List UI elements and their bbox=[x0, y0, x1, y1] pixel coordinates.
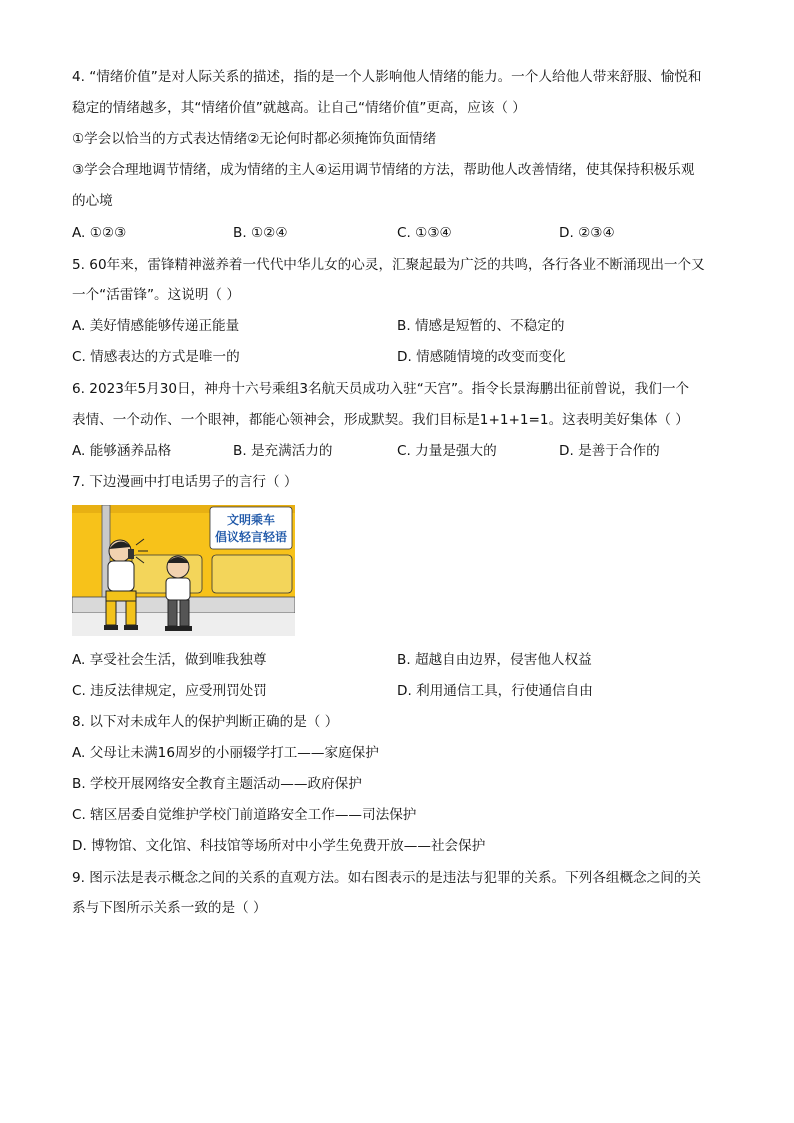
q7-option-b: B. 超越自由边界，侵害他人权益 bbox=[397, 652, 592, 668]
q5-option-a: A. 美好情感能够传递正能量 bbox=[72, 318, 240, 334]
q6-option-b: B. 是充满活力的 bbox=[233, 443, 333, 459]
q8-option-d: D. 博物馆、文化馆、科技馆等场所对中小学生免费开放——社会保护 bbox=[72, 838, 486, 854]
q5-stem-line1: 5. 60年来，雷锋精神滋养着一代代中华儿女的心灵，汇聚起最为广泛的共鸣，各行各业不断涌现出一个又 bbox=[72, 257, 705, 273]
q4-statement-cont: 的心境 bbox=[72, 193, 113, 209]
q7-option-d: D. 利用通信工具，行使通信自由 bbox=[397, 683, 593, 699]
q9-stem-line2: 系与下图所示关系一致的是（ ） bbox=[72, 900, 267, 916]
q5-option-d: D. 情感随情境的改变而变化 bbox=[397, 349, 566, 365]
subway-cartoon-image bbox=[72, 505, 295, 636]
cartoon-title-2: 倡议轻言轻语 bbox=[214, 530, 288, 544]
q7-stem: 7. 下边漫画中打电话男子的言行（ ） bbox=[72, 474, 298, 490]
q4-option-c: C. ①③④ bbox=[397, 225, 452, 241]
q6-option-a: A. 能够涵养品格 bbox=[72, 443, 172, 459]
q5-stem-line2: 一个“活雷锋”。这说明（ ） bbox=[72, 287, 240, 303]
q7-option-c: C. 违反法律规定，应受刑罚处罚 bbox=[72, 683, 267, 699]
q4-option-b: B. ①②④ bbox=[233, 225, 288, 241]
grab-pole bbox=[102, 505, 110, 605]
q4-option-d: D. ②③④ bbox=[559, 225, 615, 241]
q9-stem-line1: 9. 图示法是表示概念之间的关系的直观方法。如右图表示的是违法与犯罪的关系。下列各组概念之间的关 bbox=[72, 870, 702, 886]
cartoon-title-1: 文明乘车 bbox=[226, 513, 276, 527]
q5-option-b: B. 情感是短暂的、不稳定的 bbox=[397, 318, 565, 334]
q6-stem-line1: 6. 2023年5月30日，神舟十六号乘组3名航天员成功入驻“天宫”。指令长景海鹏出征前曾说，我们一个 bbox=[72, 381, 690, 397]
q4-option-a: A. ①②③ bbox=[72, 225, 127, 241]
q8-option-b: B. 学校开展网络安全教育主题活动——政府保护 bbox=[72, 776, 362, 792]
q6-option-d: D. 是善于合作的 bbox=[559, 443, 660, 459]
q5-option-c: C. 情感表达的方式是唯一的 bbox=[72, 349, 240, 365]
q8-option-a: A. 父母让未满16周岁的小丽辍学打工——家庭保护 bbox=[72, 745, 379, 761]
q4-statement-3-4: ③学会合理地调节情绪，成为情绪的主人④运用调节情绪的方法，帮助他人改善情绪，使其保持积极乐观 bbox=[72, 162, 695, 178]
q6-option-c: C. 力量是强大的 bbox=[397, 443, 497, 459]
q4-statement-1-2: ①学会以恰当的方式表达情绪②无论何时都必须掩饰负面情绪 bbox=[72, 131, 437, 147]
q8-option-c: C. 辖区居委自觉维护学校门前道路安全工作——司法保护 bbox=[72, 807, 417, 823]
q8-stem: 8. 以下对未成年人的保护判断正确的是（ ） bbox=[72, 714, 339, 730]
q4-stem-line2: 稳定的情绪越多，其“情绪价值”就越高。让自己“情绪价值”更高，应该（ ） bbox=[72, 100, 526, 116]
q6-stem-line2: 表情、一个动作、一个眼神，都能心领神会，形成默契。我们目标是1+1+1=1。这表明美好集体（ ） bbox=[72, 412, 689, 428]
q7-option-a: A. 享受社会生活，做到唯我独尊 bbox=[72, 652, 267, 668]
q4-stem-line1: 4. “情绪价值”是对人际关系的描述，指的是一个人影响他人情绪的能力。一个人给他人带来舒服、愉悦和 bbox=[72, 69, 702, 85]
